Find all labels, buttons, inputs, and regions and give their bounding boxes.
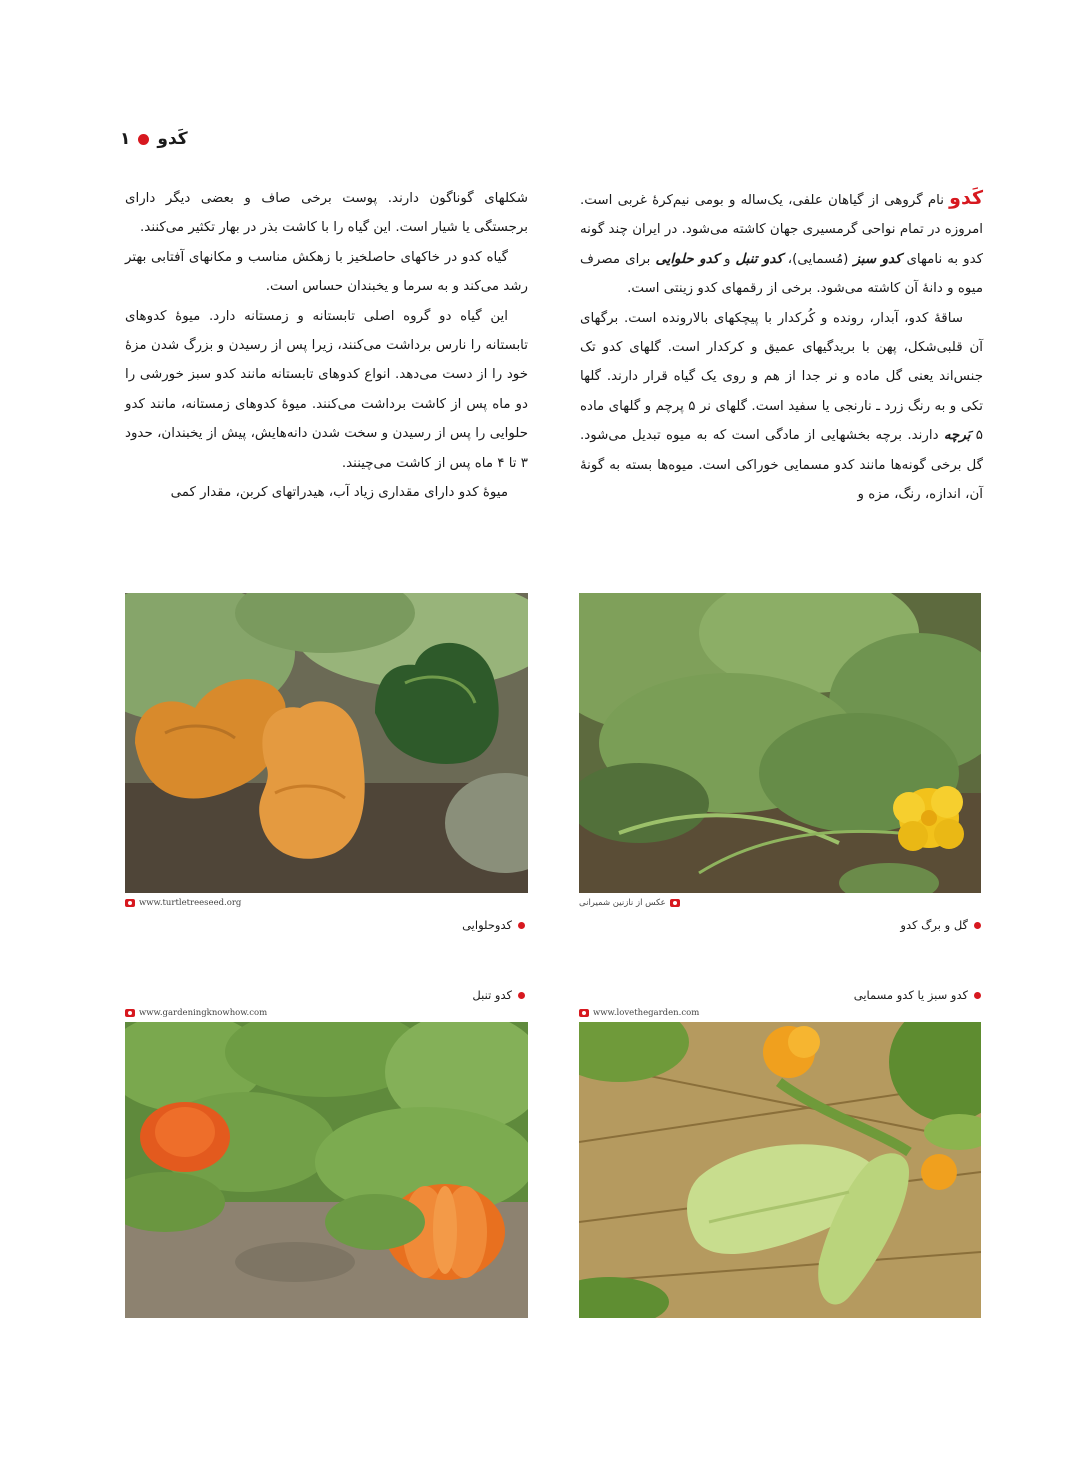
paragraph: ساقهٔ کدو، آبدار، رونده و کُرکدار با پیچکهای بالارونده است. برگهای آن قلبی‌شکل، پهن با بریدگیهای عمیق و کرکدار است. گلهای کدو تک جنس‌اند یعنی گل ماده و نر جدا از هم و روی یک گیاه قرار دارند. گلها تکی و به رنگ زرد ـ نارنجی یا سفید است. گلهای نر ۵ پرچم و گلهای ماده ۵ بَرچه دارند. برچه بخشهایی از مادگی است که به میوه تبدیل می‌شود. گل برخی گونه‌ها مانند کدو مسمایی خوراکی است. میوه‌ها بسته به گونهٔ آن، اندازه، رنگ، مزه و (580, 310, 983, 503)
paragraph: گیاه کدو در خاکهای حاصلخیز با زهکش مناسب و مکانهای آفتابی بهتر رشد می‌کند و به سرما و یخبندان حساس است. (125, 249, 528, 295)
caption-bullet-icon (518, 922, 525, 929)
caption-bullet-icon (518, 992, 525, 999)
photo-credit: www.gardeningknowhow.com (125, 1006, 267, 1020)
lead-word: کَدو (949, 187, 983, 209)
caption-bullet-icon (974, 992, 981, 999)
photo-squash-flower-leaves (579, 593, 981, 893)
paragraph: شکلهای گوناگون دارند. پوست برخی صاف و بعضی دیگر دارای برجستگی یا شیار است. این گیاه را با کاشت بذر در بهار تکثیر می‌کنند. (125, 191, 528, 236)
camera-icon (579, 1009, 589, 1017)
left-column (125, 184, 528, 507)
photo-zucchini (579, 1022, 981, 1318)
paragraph: میوهٔ کدو دارای مقداری زیاد آب، هیدراتهای کربن، مقدار کمی (170, 485, 508, 501)
photo-caption: کدو سبز یا کدو مسمایی (854, 988, 981, 1002)
caption-bullet-icon (974, 922, 981, 929)
page-title: کَدو (157, 129, 188, 149)
camera-icon (125, 899, 135, 907)
camera-icon (125, 1009, 135, 1017)
photo-caption: کدو تنبل (472, 988, 525, 1002)
photo-credit: عکس از نازنین شمیرانی (579, 896, 680, 910)
page-number: ۱ (120, 129, 131, 149)
photo-caption: کدوحلوایی (462, 918, 525, 932)
photo-butternut-squash (125, 593, 528, 893)
right-column (580, 184, 983, 509)
photo-credit: www.lovethegarden.com (579, 1006, 699, 1020)
camera-icon (670, 899, 680, 907)
photo-caption: گل و برگ کدو (900, 918, 981, 932)
paragraph: این گیاه دو گروه اصلی تابستانه و زمستانه دارد. میوهٔ کدوهای تابستانه را نارس برداشت می‌کنند، زیرا پس از رسیدن و بزرگ شدن مزهٔ خود را از دست می‌دهد. انواع کدوهای تابستانه مانند کدو سبز خورشی را دو ماه پس از کاشت برداشت می‌کنند. میوهٔ کدوهای زمستانه، مانند کدو حلوایی را پس از رسیدن و سخت شدن دانه‌هایش، پیش از یخبندان، حدود ۳ تا ۴ ماه پس از کاشت می‌چینند. (125, 308, 528, 471)
header-bullet-icon (138, 134, 149, 145)
photo-pumpkin (125, 1022, 528, 1318)
page-header (120, 124, 320, 154)
photo-credit: www.turtletreeseed.org (125, 896, 241, 910)
paragraph: کَدو نام گروهی از گیاهان علفی، یک‌ساله و بومی نیم‌کرهٔ غربی است. امروزه در تمام نواحی گرمسیری جهان کاشته می‌شود. در ایران چند گونه کدو به نامهای کدو سبز (مُسمایی)، کدو تنبل و کدو حلوایی برای مصرف میوه و دانهٔ آن کاشته می‌شود. برخی از رقمهای کدو زینتی است. (580, 187, 984, 297)
